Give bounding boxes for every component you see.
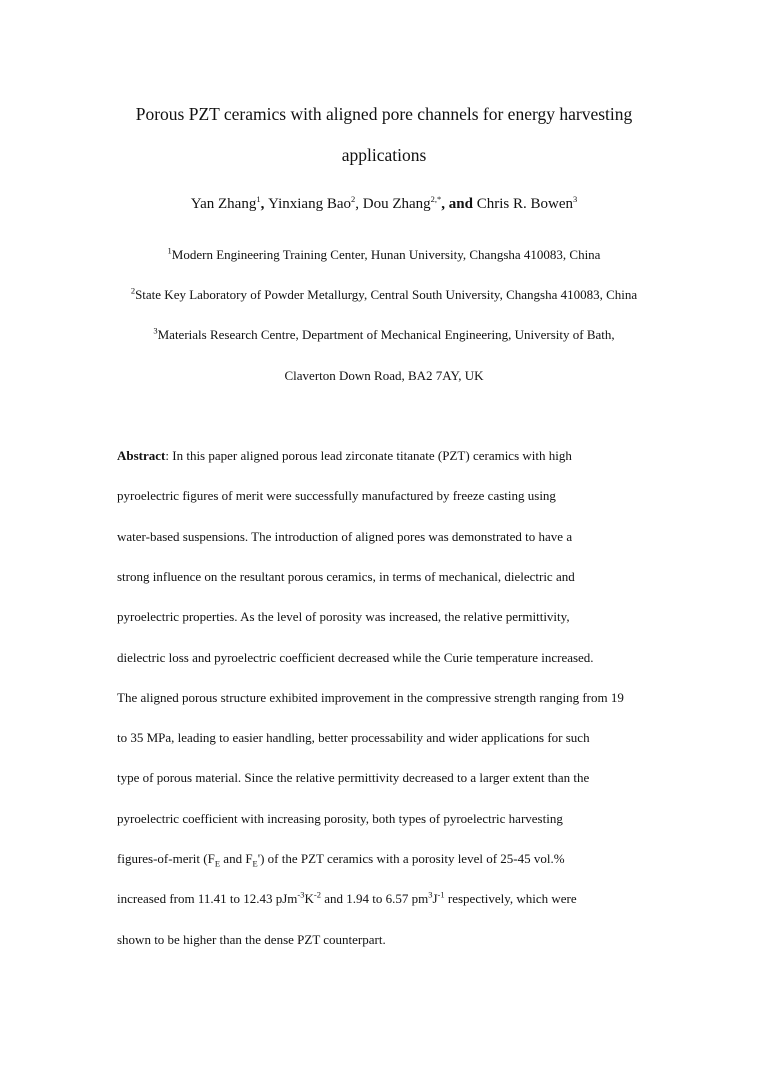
affiliation-superscript: 1 — [167, 245, 172, 256]
abstract-line: figures-of-merit ($F_E$ and $F_E'$) of the PZT ceramics with a porosity level of 25-45 vol.% — [117, 851, 565, 869]
abstract-line: shown to be higher than the dense PZT counterpart. — [117, 932, 386, 947]
abstract-line: Abstract: In this paper aligned porous lead zirconate titanate (PZT) ceramics with high — [117, 448, 572, 463]
author-separator: , — [260, 196, 269, 212]
title-line-1: Porous PZT ceramics with aligned pore channels for energy harvesting — [135, 104, 633, 124]
author-name: Dou Zhang — [362, 196, 431, 212]
author-superscript: 2,* — [430, 194, 442, 204]
abstract-label: Abstract — [117, 448, 166, 463]
abstract-line: pyroelectric figures of merit were successfully manufactured by freeze casting using — [117, 488, 556, 503]
affiliation-1 — [0, 246, 768, 264]
affiliation-2 — [0, 286, 768, 304]
affiliation-superscript: 2 — [130, 285, 136, 296]
abstract-line: type of porous material. Since the relative permittivity decreased to a larger extent than the — [117, 770, 590, 785]
author-separator: , and — [441, 196, 477, 212]
author-separator: , — [355, 196, 363, 212]
abstract-line: pyroelectric properties. As the level of porosity was increased, the relative permittivity, — [117, 609, 570, 624]
abstract-line: to 35 MPa, leading to easier handling, better processability and wider applications for such — [117, 730, 590, 745]
author-superscript: 1 — [256, 194, 261, 204]
affiliation-3 — [0, 326, 768, 344]
affiliation-text: State Key Laboratory of Powder Metallurgy, Central South University, Changsha 410083, China — [135, 287, 638, 302]
affiliation-4 — [0, 367, 768, 385]
title-line-2: applications — [341, 145, 427, 165]
author-superscript: 2 — [351, 194, 356, 204]
abstract-line: water-based suspensions. The introduction of aligned pores was demonstrated to have a — [117, 529, 573, 544]
author-list — [0, 194, 768, 214]
author-name: Yinxiang Bao — [268, 196, 351, 212]
affiliation-superscript: 3 — [153, 325, 158, 336]
abstract-line: dielectric loss and pyroelectric coefficient decreased while the Curie temperature increased. — [117, 650, 594, 665]
author-superscript: 3 — [572, 194, 578, 204]
abstract-line: pyroelectric coefficient with increasing porosity, both types of pyroelectric harvesting — [117, 811, 563, 826]
affiliation-text: Claverton Down Road, BA2 7AY, UK — [284, 368, 484, 383]
affiliation-text: Modern Engineering Training Center, Hunan University, Changsha 410083, China — [171, 247, 601, 262]
author-name: Yan Zhang — [190, 196, 257, 212]
abstract-line: strong influence on the resultant porous ceramics, in terms of mechanical, dielectric and — [117, 569, 575, 584]
author-name: Chris R. Bowen — [476, 196, 573, 212]
abstract-line: increased from 11.41 to 12.43 $pJm^{-3}K^{-2}$ and 1.94 to 6.57 $pm^3J^{-1}$ respectively, which were — [117, 889, 577, 906]
abstract-line: The aligned porous structure exhibited improvement in the compressive strength ranging from 19 — [117, 690, 624, 705]
affiliation-text: Materials Research Centre, Department of Mechanical Engineering, University of Bath, — [157, 327, 615, 342]
